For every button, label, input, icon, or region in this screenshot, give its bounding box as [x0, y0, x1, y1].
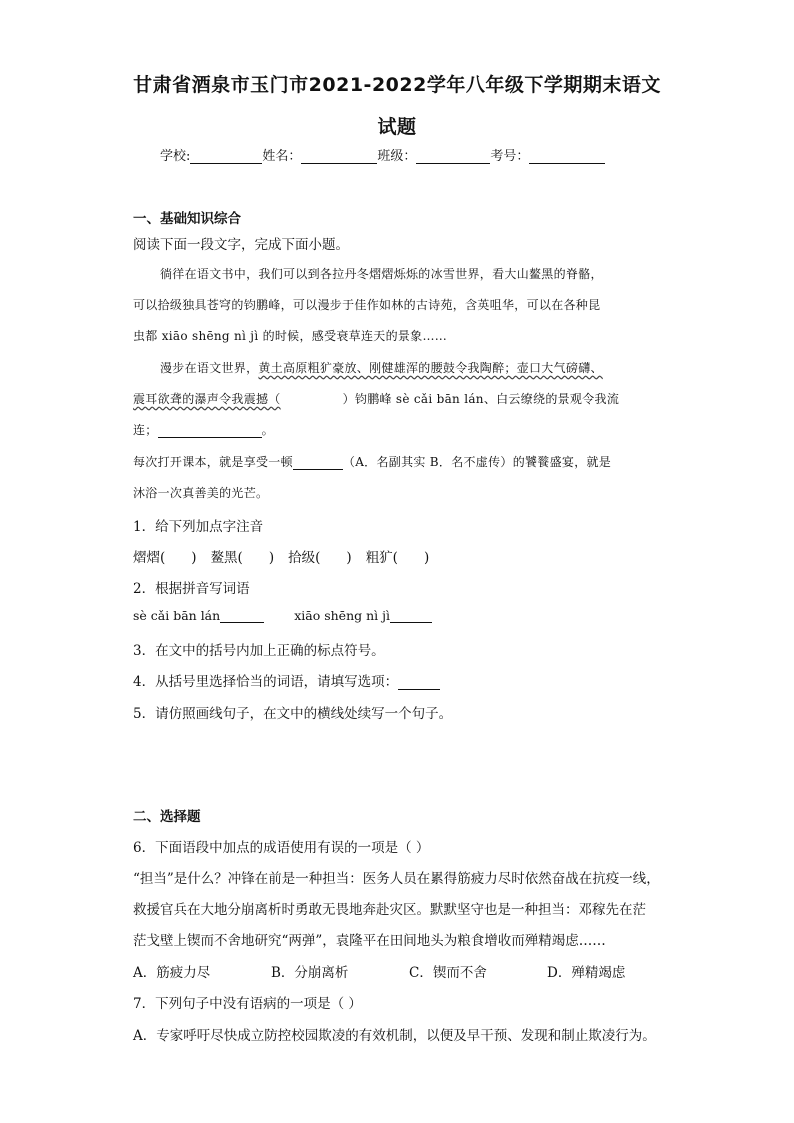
q2-label: 2．根据拼音写词语 [133, 581, 250, 597]
school-blank [190, 149, 262, 164]
q6-label: 6．下面语段中加点的成语使用有误的一项是（ ） [133, 840, 430, 856]
q6-option-a[interactable]: A．筋疲力尽 [133, 965, 211, 981]
name-label: 姓名： [262, 149, 302, 164]
q7-option-a[interactable]: A．专家呼吁尽快成立防控校园欺凌的有效机制，以便及早干预、发现和制止欺凌行为。 [133, 1028, 656, 1044]
passage-p2-line3-text: 连； [133, 423, 158, 437]
class-blank [416, 149, 490, 164]
underlined-sentence-1: 黄土高原粗犷豪放、刚健雄浑的腰鼓令我陶醉；壶口大气磅礴、 [258, 361, 603, 375]
q4-blank[interactable] [398, 676, 440, 690]
passage-p1-line1: 徜徉在语文书中，我们可以到各拉丹冬熠熠烁烁的冰雪世界，看大山鳌黑的脊骼， [160, 267, 603, 281]
word-choice-blank[interactable] [293, 456, 343, 470]
passage-p1-line3: 虫都 xiāo shēng nì jì 的时候，感受衰草连天的景象…… [133, 329, 448, 343]
q3-label: 3．在文中的括号内加上正确的标点符号。 [133, 643, 385, 659]
q1-item4: 粗犷( [365, 550, 398, 566]
passage-p2-line1-a: 漫步在语文世界， [160, 361, 259, 375]
name-blank [301, 149, 377, 164]
class-label: 班级： [377, 149, 417, 164]
period-mark: 。 [261, 423, 274, 437]
q1-items [133, 546, 429, 566]
q6-options [133, 961, 625, 981]
q7-label: 7．下列句子中没有语病的一项是（ ） [133, 996, 362, 1012]
section2-heading: 二、选择题 [133, 809, 201, 825]
section1-instruction: 阅读下面一段文字，完成下面小题。 [133, 237, 349, 253]
student-info-line [160, 145, 605, 164]
passage-p2-line2 [133, 390, 619, 407]
passage-p2-line2-b: ）钧鹏峰 sè cǎi bān lán、白云缭绕的景观令我流 [342, 392, 620, 406]
q6-option-c[interactable]: C．锲而不舍 [409, 965, 487, 981]
passage-p3-line1-b: （A．名副其实 B．名不虚传）的饕餮盛宴，就是 [342, 455, 612, 469]
q1-item1: 熠熠( [133, 550, 166, 566]
q2-item2: xiāo shēng nì jì [294, 608, 390, 623]
passage-p3-line1-a: 每次打开课本，就是享受一顿 [133, 455, 293, 469]
q6-option-d[interactable]: D．殚精竭虑 [547, 965, 626, 981]
passage-p2-line1 [160, 359, 603, 376]
q1-item4-close: ) [423, 550, 430, 566]
q4-line [133, 670, 440, 690]
q1-item2-close: ) [268, 550, 275, 566]
q1-item2: 鳌黑( [210, 550, 243, 566]
q2-item1: sè cǎi bān lán [133, 608, 221, 623]
school-label: 学校: [160, 149, 191, 164]
q6-text-line2: 救援官兵在大地分崩离析时勇敢无畏地奔赴灾区。默默坚守也是一种担当：邓稼先在茫 [133, 902, 646, 918]
exam-no-blank [529, 149, 605, 164]
document-title-line2: 试题 [377, 116, 417, 138]
section1-heading: 一、基础知识综合 [133, 211, 241, 227]
q2-blank2[interactable] [390, 609, 432, 623]
document-title-line1: 甘肃省酒泉市玉门市2021-2022学年八年级下学期期末语文 [133, 74, 661, 96]
passage-p2-line3 [133, 421, 274, 438]
q1-item1-close: ) [191, 550, 197, 566]
passage-p3-line1 [133, 453, 611, 470]
underlined-sentence-2: 震耳欲聋的瀑声令我震撼（ [133, 392, 281, 406]
q1-item3-close: ) [346, 550, 352, 566]
q6-option-b[interactable]: B．分崩离析 [271, 965, 349, 981]
q2-items [133, 608, 432, 623]
q4-label: 4．从括号里选择恰当的词语，请填写选项： [133, 674, 399, 690]
exam-no-label: 考号： [490, 149, 530, 164]
continue-sentence-blank[interactable] [158, 424, 262, 438]
q1-label: 1．给下列加点字注音 [133, 519, 264, 535]
q1-item3: 拾级( [288, 550, 321, 566]
q6-text-line1: “担当”是什么？冲锋在前是一种担当：医务人员在累得筋疲力尽时依然奋战在抗疫一线， [133, 871, 660, 887]
q6-text-line3: 茫戈壁上锲而不舍地研究“两弹”，袁隆平在田间地头为粮食增收而殚精竭虑…… [133, 933, 606, 949]
q2-blank1[interactable] [220, 609, 264, 623]
q5-label: 5．请仿照画线句子，在文中的横线处续写一个句子。 [133, 706, 453, 722]
passage-p3-line2: 沐浴一次真善美的光芒。 [133, 486, 269, 500]
passage-p1-line2: 可以拾级独具苍穹的钧鹏峰，可以漫步于佳作如林的古诗苑，含英咀华，可以在各种昆 [133, 298, 601, 312]
